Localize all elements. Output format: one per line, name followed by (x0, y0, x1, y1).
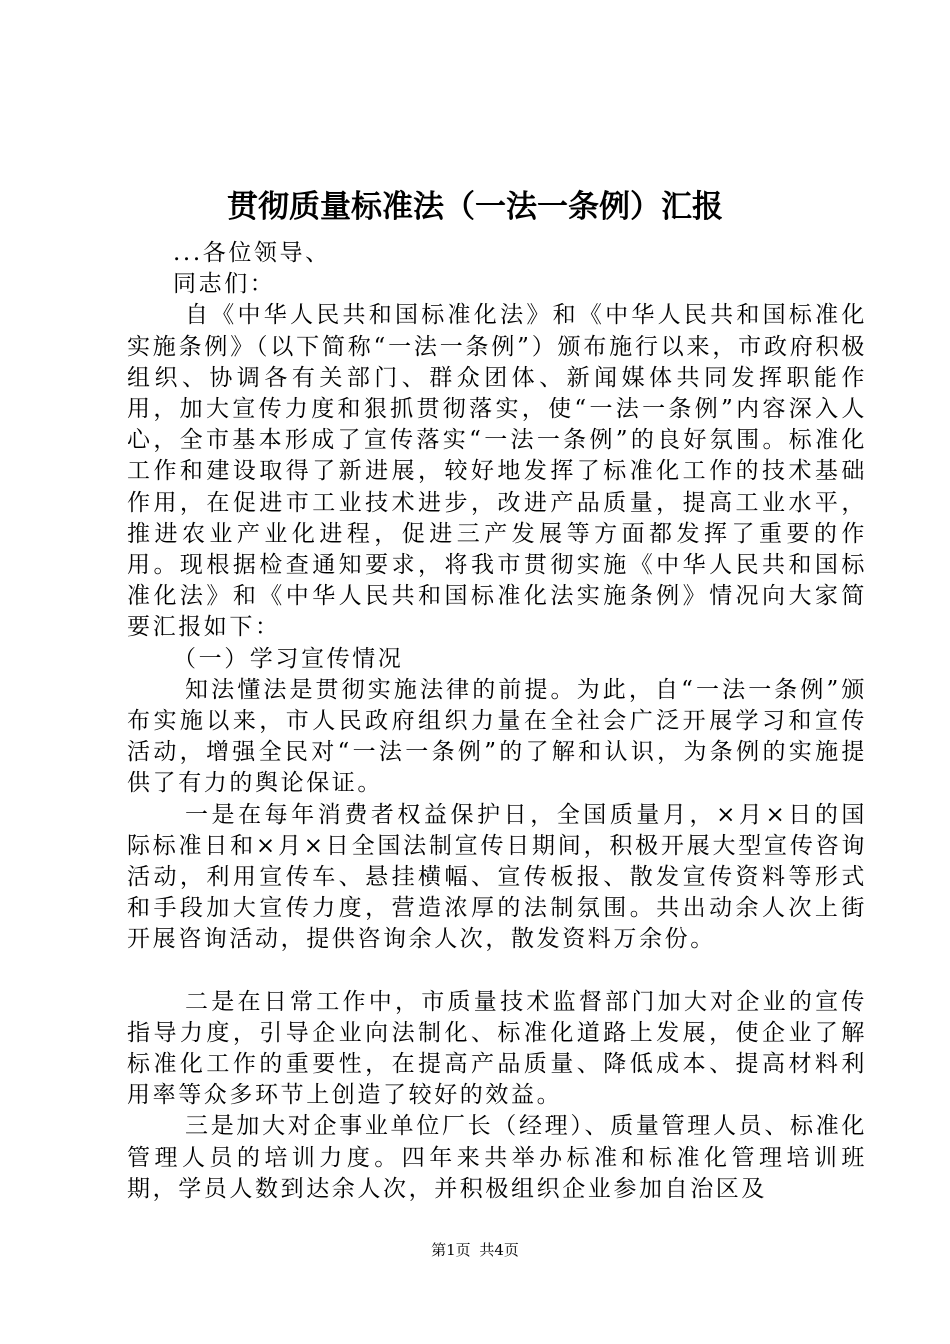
paragraph-knowing-law: 知法懂法是贯彻实施法律的前提。为此，自“一法一条例”颁布实施以来，市人民政府组织力量在全社会广泛开展学习和宣传活动，增强全民对“一法一条例”的了解和认识，为条例的实施提供了有力的舆论保证。 (127, 676, 867, 797)
paragraph-second-point: 二是在日常工作中，市质量技术监督部门加大对企业的宣传指导力度，引导企业向法制化、标准化道路上发展，使企业了解标准化工作的重要性，在提高产品质量、降低成本、提高材料利用率等众多环节上创造了较好的效益。 (127, 988, 867, 1109)
salutation-line-1: ...各位领导、 (173, 240, 331, 266)
intro-paragraph: 自《中华人民共和国标准化法》和《中华人民共和国标准化实施条例》（以下简称“一法一条例”）颁布施行以来，市政府积极组织、协调各有关部门、群众团体、新闻媒体共同发挥职能作用，加大宣传力度和狠抓贯彻落实，使“一法一条例”内容深入人心，全市基本形成了宣传落实“一法一条例”的良好氛围。标准化工作和建设取得了新进展，较好地发挥了标准化工作的技术基础作用，在促进市工业技术进步，改进产品质量，提高工业水平，推进农业产业化进程，促进三产发展等方面都发挥了重要的作用。现根据检查通知要求，将我市贯彻实施《中华人民共和国标准化法》和《中华人民共和国标准化法实施条例》情况向大家简要汇报如下： (127, 302, 867, 641)
section-heading: （一）学习宣传情况 (173, 645, 404, 672)
paragraph-spacer (127, 956, 867, 987)
paragraph-first-point: 一是在每年消费者权益保护日，全国质量月，×月×日的国际标准日和×月×日全国法制宣传日期间，积极开展大型宣传咨询活动，利用宣传车、悬挂横幅、宣传板报、散发宣传资料等形式和手段加大宣传力度，营造浓厚的法制氛围。共出动余人次上街开展咨询活动，提供咨询余人次，散发资料万余份。 (127, 801, 867, 953)
page-footer (0, 1240, 950, 1260)
document-title: 贯彻质量标准法（一法一条例）汇报 (227, 189, 723, 225)
page-total: 共4页 (479, 1241, 519, 1259)
page-number: 第1页 (431, 1241, 471, 1259)
paragraph-third-point: 三是加大对企事业单位厂长（经理）、质量管理人员、标准化管理人员的培训力度。四年来共举办标准和标准化管理培训班期，学员人数到达余人次，并积极组织企业参加自治区及 (127, 1113, 867, 1202)
document-body (127, 238, 867, 1205)
salutation-line-2: 同志们： (173, 271, 276, 298)
